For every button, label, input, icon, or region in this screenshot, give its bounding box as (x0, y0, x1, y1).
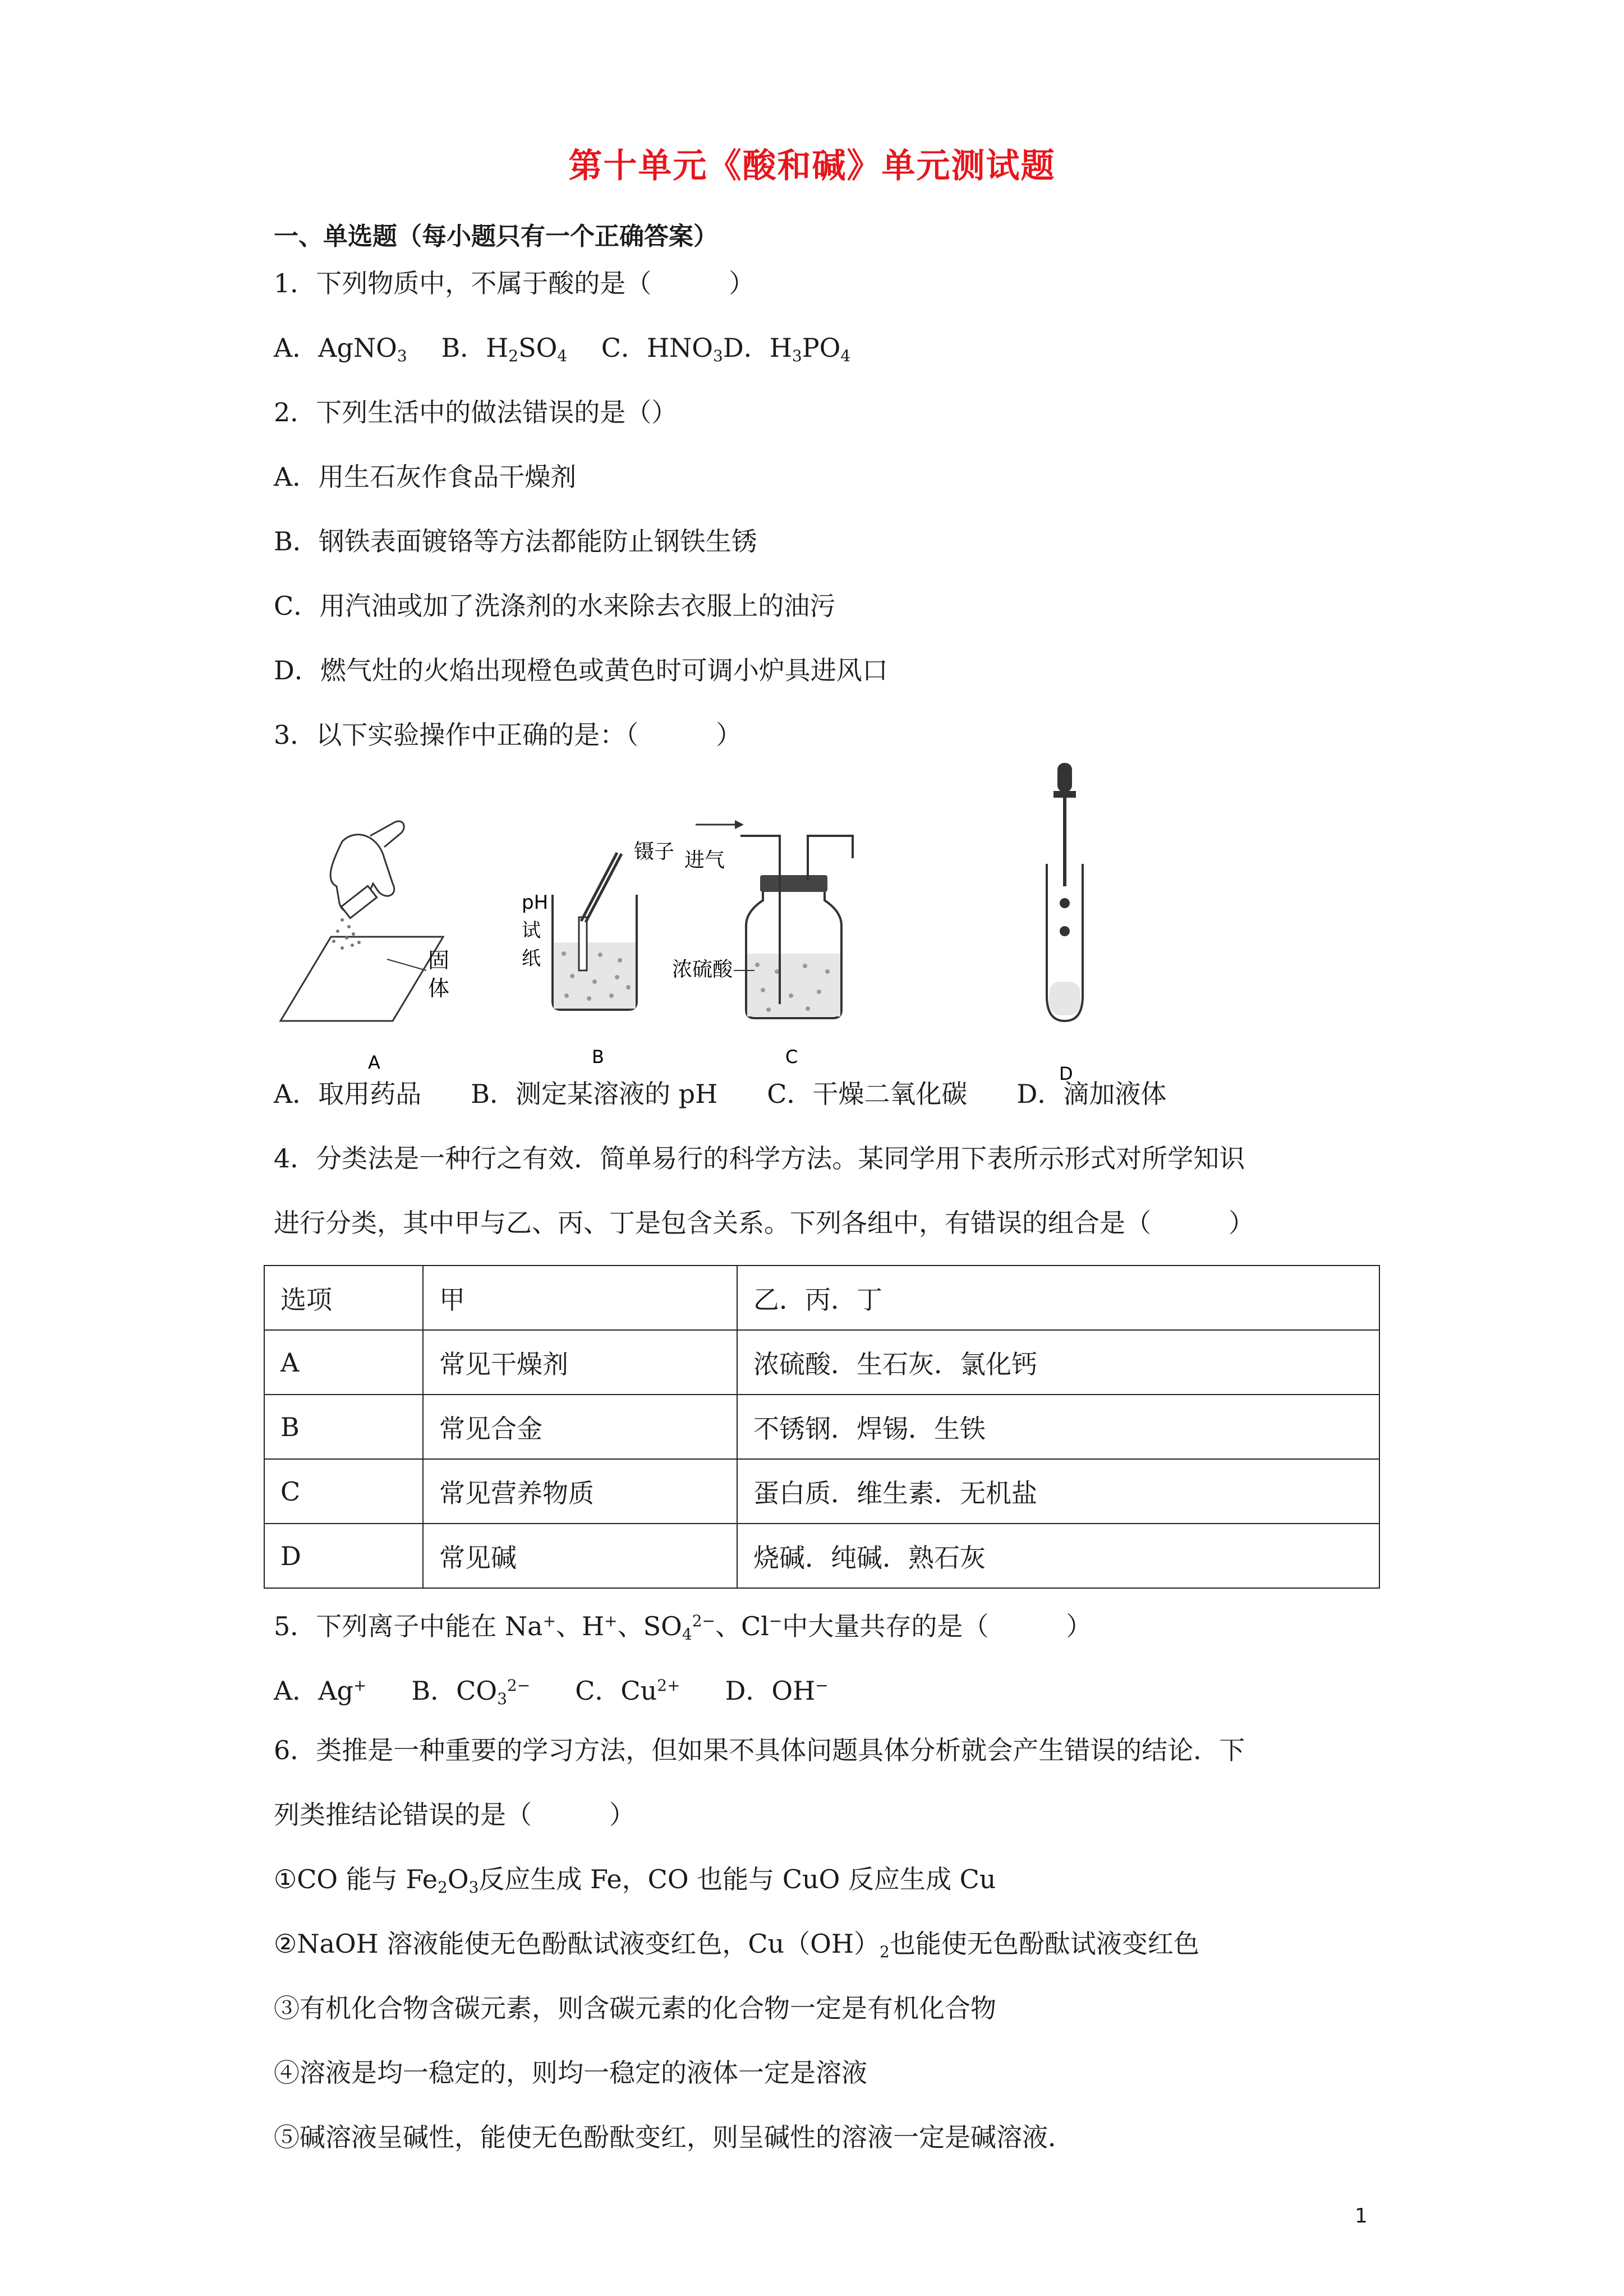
table-cell: 蛋白质．维生素．无机盐 (737, 1459, 1379, 1524)
table-cell: 不锈钢．焊锡．生铁 (737, 1395, 1379, 1459)
table-header-cell: 选项 (264, 1266, 423, 1330)
table-cell: D (264, 1524, 423, 1588)
q3-option-a: A．取用药品 (274, 1079, 422, 1109)
figure-b (522, 840, 674, 1068)
table-cell: C (264, 1459, 423, 1524)
figure-a-label-solid-1: 固 (428, 948, 450, 973)
lab-operation-figures (258, 774, 1156, 1084)
figure-c-label: C (785, 1046, 798, 1068)
table-header-cell: 甲 (423, 1266, 737, 1330)
q3-option-b: B．测定某溶液的 pH (471, 1079, 718, 1109)
q5-option-c: C．$Cu^{2+}$ (575, 1676, 680, 1706)
question-4-line-1: 4．分类法是一种行之有效．简单易行的科学方法。某同学用下表所示形式对所学知识 (274, 1143, 1245, 1174)
figure-b-label-ph-2: 试 (522, 919, 541, 942)
table-row (264, 1395, 1379, 1459)
table-cell: B (264, 1395, 423, 1459)
table-cell: 常见营养物质 (423, 1459, 737, 1524)
q6-statement-5: ⑤碱溶液呈碱性，能使无色酚酞变红，则呈碱性的溶液一定是碱溶液． (274, 2122, 1074, 2152)
question-1-options (274, 331, 850, 373)
question-6-line-2: 列类推结论错误的是（ ） (274, 1800, 635, 1830)
q1-option-b: B．$H_2SO_4$ (441, 333, 568, 365)
classification-table (264, 1265, 1380, 1589)
figure-a-label-solid-2: 体 (428, 976, 450, 1001)
table-row (264, 1524, 1379, 1588)
table-cell: 常见干燥剂 (423, 1330, 737, 1395)
q5-option-d: D．OH− (725, 1676, 829, 1706)
table-cell: 浓硫酸．生石灰．氯化钙 (737, 1330, 1379, 1395)
table-cell: 常见碱 (423, 1524, 737, 1588)
table-row (264, 1459, 1379, 1524)
figure-b-label-tweezers: 镊子 (634, 840, 675, 863)
table-cell: 常见合金 (423, 1395, 737, 1459)
question-5-stem: 5．下列离子中能在 Na+、H+、$SO_4^{2-}$、Cl−中大量共存的是（ ） (274, 1611, 1092, 1644)
figure-b-label-ph-3: 纸 (522, 947, 541, 970)
q2-option-a: A．用生石灰作食品干燥剂 (274, 462, 577, 492)
figure-a (280, 821, 449, 1073)
question-2-stem: 2．下列生活中的做法错误的是（） (274, 397, 678, 427)
q6-statement-1: ①CO 能与 $Fe_2O_3$反应生成 Fe，CO 也能与 CuO 反应生成 Cu (274, 1864, 996, 1897)
q1-option-d: D．$H_3PO_4$ (723, 333, 851, 365)
figure-c (672, 820, 853, 1068)
q2-option-d: D．燃气灶的火焰出现橙色或黄色时可调小炉具进风口 (274, 655, 888, 685)
q2-option-c: C．用汽油或加了洗涤剂的水来除去衣服上的油污 (274, 591, 836, 621)
q5-option-a: A．Ag+ (274, 1676, 367, 1706)
figure-b-label-ph: pH (522, 891, 549, 914)
section-heading: 一、单选题（每小题只有一个正确答案） (274, 222, 718, 251)
page-number: 1 (1355, 2205, 1368, 2228)
question-4-line-2: 进行分类，其中甲与乙、丙、丁是包含关系。下列各组中，有错误的组合是（ ） (274, 1208, 1254, 1238)
q1-option-c: C．$HNO_3$ (601, 333, 723, 365)
table-cell: A (264, 1330, 423, 1395)
question-6-line-1: 6．类推是一种重要的学习方法，但如果不具体问题具体分析就会产生错误的结论．下 (274, 1735, 1245, 1765)
q6-statement-2: ②NaOH 溶液能使无色酚酞试液变红色，$Cu(OH)_2$也能使无色酚酞试液变红色 (274, 1929, 1199, 1961)
table-cell: 烧碱．纯碱．熟石灰 (737, 1524, 1379, 1588)
q1-option-a: A．AgNO$_3$ (274, 333, 407, 365)
question-5-options (274, 1669, 829, 1716)
q3-option-d: D．滴加液体 (1016, 1079, 1167, 1109)
q5-option-b: B．$CO_3^{2-}$ (411, 1676, 531, 1708)
question-3-stem: 3．以下实验操作中正确的是：（ ） (274, 720, 742, 750)
table-header-cell: 乙．丙．丁 (737, 1266, 1379, 1330)
figure-d (1047, 763, 1083, 1084)
question-1-stem: 1．下列物质中，不属于酸的是（ ） (274, 268, 755, 298)
table-row (264, 1330, 1379, 1395)
q2-option-b: B．钢铁表面镀铬等方法都能防止钢铁生锈 (274, 526, 757, 556)
q3-option-c: C．干燥二氧化碳 (767, 1079, 968, 1109)
figure-b-label: B (592, 1046, 604, 1068)
figure-c-label-acid: 浓硫酸 (672, 958, 733, 981)
page-title: 第十单元《酸和碱》单元测试题 (568, 146, 1056, 186)
question-3-options (274, 1077, 1166, 1111)
figure-c-label-inlet: 进气 (684, 849, 725, 872)
figure-a-label: A (368, 1052, 380, 1073)
q6-statement-3: ③有机化合物含碳元素，则含碳元素的化合物一定是有机化合物 (274, 1993, 996, 2023)
table-header-row (264, 1266, 1379, 1330)
figure-d-label: D (1059, 1063, 1073, 1084)
q6-statement-4: ④溶液是均一稳定的，则均一稳定的液体一定是溶液 (274, 2058, 867, 2088)
